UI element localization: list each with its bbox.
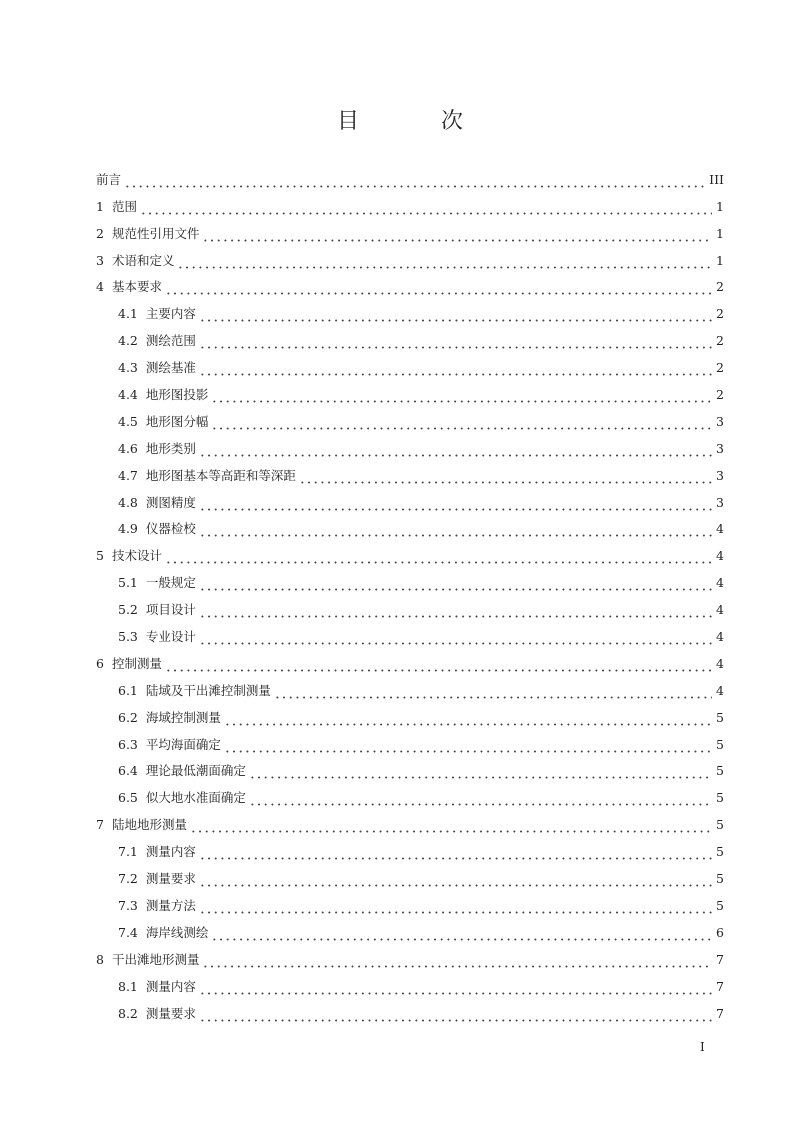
toc-entry-label: 陆地地形测量 <box>111 817 187 833</box>
toc-entry-page: 3 <box>716 440 724 456</box>
dot-leader <box>199 981 712 995</box>
dot-leader <box>202 228 712 242</box>
toc-entry-page: 1 <box>716 225 724 241</box>
toc-entry-number: 4.7 <box>118 467 138 483</box>
toc-entry[interactable] <box>96 433 724 460</box>
toc-entry-title <box>118 330 196 352</box>
toc-entry-number: 5 <box>96 548 104 564</box>
dot-leader <box>211 927 712 941</box>
toc-entry-number: 4.2 <box>118 333 138 349</box>
toc-entry-label: 规范性引用文件 <box>111 225 200 241</box>
toc-entry[interactable] <box>96 191 724 218</box>
toc-entry-title <box>96 545 162 567</box>
toc-entry-label: 基本要求 <box>111 279 162 295</box>
toc-entry-number: 7.3 <box>118 897 138 913</box>
toc-entry-number: 4 <box>96 279 104 295</box>
toc-entry-label: 术语和定义 <box>111 252 175 268</box>
toc-entry[interactable] <box>96 218 724 245</box>
toc-entry-title <box>96 196 137 218</box>
toc-entry-number: 6.4 <box>118 763 138 779</box>
toc-entry[interactable] <box>96 621 724 648</box>
dot-leader <box>199 873 712 887</box>
toc-entry[interactable] <box>96 406 724 433</box>
dot-leader <box>199 523 712 537</box>
toc-entry-title <box>118 707 221 729</box>
dot-leader <box>199 335 712 349</box>
toc-entry-page: 4 <box>716 521 724 537</box>
toc-entry[interactable] <box>96 675 724 702</box>
dot-leader <box>199 1008 712 1022</box>
toc-entry-label: 范围 <box>111 198 137 214</box>
toc-entry-title <box>118 976 196 998</box>
toc-entry-number: 3 <box>96 252 104 268</box>
toc-entry-label: 技术设计 <box>111 548 162 564</box>
toc-entry-number: 7.2 <box>118 871 138 887</box>
toc-entry[interactable] <box>96 971 724 998</box>
toc-entry-label: 主要内容 <box>145 306 196 322</box>
toc-entry-label: 测绘范围 <box>145 333 196 349</box>
dot-leader <box>199 604 712 618</box>
toc-entry-page: 7 <box>716 1005 724 1021</box>
toc-entry[interactable] <box>96 567 724 594</box>
toc-entry[interactable] <box>96 272 724 299</box>
toc-entry-page: 4 <box>716 682 724 698</box>
toc-entry[interactable] <box>96 594 724 621</box>
page-number: I <box>700 1040 705 1054</box>
toc-entry-page: 1 <box>716 252 724 268</box>
toc-entry-number: 4.1 <box>118 306 138 322</box>
toc-entry-title <box>118 680 271 702</box>
toc-entry[interactable] <box>96 998 724 1025</box>
toc-entry-page: 5 <box>716 871 724 887</box>
toc-entry[interactable] <box>96 756 724 783</box>
dot-leader <box>199 900 712 914</box>
toc-entry-page: 3 <box>716 467 724 483</box>
dot-leader <box>211 416 712 430</box>
toc-entry-page: 2 <box>716 306 724 322</box>
toc-entry-title <box>96 169 121 191</box>
toc-entry[interactable] <box>96 809 724 836</box>
toc-entry-label: 前言 <box>96 171 122 187</box>
toc-entry-number: 5.3 <box>118 629 138 645</box>
dot-leader <box>249 792 712 806</box>
toc-entry-number: 4.6 <box>118 440 138 456</box>
toc-entry-page: 4 <box>716 655 724 671</box>
toc-entry-page: 1 <box>716 198 724 214</box>
toc-entry-title <box>118 841 196 863</box>
toc-entry-number: 8.1 <box>118 978 138 994</box>
toc-entry-page: 5 <box>716 763 724 779</box>
toc-entry-page: 3 <box>716 494 724 510</box>
dot-leader <box>165 658 712 672</box>
toc-entry-label: 地形类别 <box>145 440 196 456</box>
dot-leader <box>249 765 712 779</box>
dot-leader <box>199 631 712 645</box>
toc-entry-title <box>118 518 196 540</box>
toc-entry-label: 陆域及干出滩控制测量 <box>145 682 271 698</box>
dot-leader <box>199 308 712 322</box>
dot-leader <box>199 362 712 376</box>
toc-entry-title <box>118 626 196 648</box>
dot-leader <box>211 389 712 403</box>
toc-entry-page: 3 <box>716 413 724 429</box>
toc-entry-label: 项目设计 <box>145 602 196 618</box>
dot-leader <box>199 497 712 511</box>
dot-leader <box>299 470 712 484</box>
dot-leader <box>199 846 712 860</box>
dot-leader <box>177 255 712 269</box>
dot-leader <box>124 174 705 188</box>
toc-entry-page: 2 <box>716 333 724 349</box>
toc-entry-title <box>118 895 196 917</box>
toc-entry-label: 海岸线测绘 <box>145 924 209 940</box>
toc-entry[interactable] <box>96 298 724 325</box>
toc-entry-page: 4 <box>716 629 724 645</box>
toc-entry-title <box>96 276 162 298</box>
toc-entry-title <box>118 303 196 325</box>
toc-entry-label: 干出滩地形测量 <box>111 951 200 967</box>
toc-entry-title <box>118 787 246 809</box>
toc-entry-label: 地形图分幅 <box>145 413 209 429</box>
toc-entry-page: 2 <box>716 360 724 376</box>
toc-entry-title <box>118 438 196 460</box>
dot-leader <box>224 739 712 753</box>
toc-entry-label: 仪器检校 <box>145 521 196 537</box>
toc-entry-number: 6.2 <box>118 709 138 725</box>
toc-entry-page: 4 <box>716 575 724 591</box>
toc-entry-number: 4.4 <box>118 387 138 403</box>
toc-entry-title <box>118 572 196 594</box>
toc-entry-label: 测量要求 <box>145 1005 196 1021</box>
toc-entry-label: 理论最低潮面确定 <box>145 763 246 779</box>
toc-entry-page: 5 <box>716 709 724 725</box>
dot-leader <box>140 201 712 215</box>
toc-entry[interactable] <box>96 164 724 191</box>
dot-leader <box>199 443 712 457</box>
toc-entry-page: 5 <box>716 844 724 860</box>
toc-entry-page: 7 <box>716 978 724 994</box>
dot-leader <box>165 550 712 564</box>
toc-entry-page: 4 <box>716 602 724 618</box>
toc-entry-title <box>96 250 174 272</box>
table-of-contents <box>96 164 724 1025</box>
toc-entry[interactable] <box>96 460 724 487</box>
toc-entry-number: 5.1 <box>118 575 138 591</box>
toc-entry-title <box>118 1003 196 1025</box>
toc-entry[interactable] <box>96 352 724 379</box>
toc-entry-page: 2 <box>716 387 724 403</box>
toc-entry-page: 5 <box>716 897 724 913</box>
toc-entry-title <box>118 868 196 890</box>
toc-entry-number: 6.1 <box>118 682 138 698</box>
dot-leader <box>224 712 712 726</box>
toc-entry-page: 5 <box>716 817 724 833</box>
toc-entry-label: 一般规定 <box>145 575 196 591</box>
toc-entry-title <box>118 599 196 621</box>
dot-leader <box>202 954 712 968</box>
dot-leader <box>199 577 712 591</box>
page-title: 目 次 <box>336 109 493 134</box>
toc-entry-number: 1 <box>96 198 104 214</box>
toc-entry-label: 测量内容 <box>145 844 196 860</box>
toc-entry[interactable] <box>96 648 724 675</box>
toc-entry[interactable] <box>96 487 724 514</box>
toc-entry-title <box>118 411 208 433</box>
toc-entry-number: 7.1 <box>118 844 138 860</box>
toc-entry[interactable] <box>96 890 724 917</box>
toc-entry[interactable] <box>96 782 724 809</box>
toc-entry-page: 5 <box>716 736 724 752</box>
toc-entry[interactable] <box>96 863 724 890</box>
toc-entry-title <box>118 357 196 379</box>
toc-entry-page: III <box>709 171 724 187</box>
toc-entry-label: 专业设计 <box>145 629 196 645</box>
toc-entry-title <box>96 814 187 836</box>
toc-entry[interactable] <box>96 325 724 352</box>
toc-entry[interactable] <box>96 729 724 756</box>
toc-entry-label: 地形图基本等高距和等深距 <box>145 467 296 483</box>
toc-entry-label: 测绘基准 <box>145 360 196 376</box>
toc-entry-page: 7 <box>716 951 724 967</box>
toc-entry-label: 测图精度 <box>145 494 196 510</box>
toc-entry[interactable] <box>96 379 724 406</box>
toc-entry-number: 2 <box>96 225 104 241</box>
toc-entry-title <box>118 922 208 944</box>
toc-entry[interactable] <box>96 917 724 944</box>
toc-entry-title <box>118 734 221 756</box>
toc-entry[interactable] <box>96 540 724 567</box>
dot-leader <box>165 281 712 295</box>
toc-entry-label: 海域控制测量 <box>145 709 221 725</box>
toc-entry[interactable] <box>96 944 724 971</box>
toc-entry-number: 7 <box>96 817 104 833</box>
toc-entry-label: 测量方法 <box>145 897 196 913</box>
toc-entry[interactable] <box>96 245 724 272</box>
toc-entry-page: 2 <box>716 279 724 295</box>
toc-entry-title <box>118 384 208 406</box>
toc-entry-page: 4 <box>716 548 724 564</box>
toc-entry-label: 控制测量 <box>111 655 162 671</box>
toc-entry-number: 4.8 <box>118 494 138 510</box>
toc-entry-label: 似大地水准面确定 <box>145 790 246 806</box>
toc-entry-label: 测量要求 <box>145 871 196 887</box>
toc-entry-page: 6 <box>716 924 724 940</box>
toc-entry-number: 5.2 <box>118 602 138 618</box>
toc-entry-number: 6.5 <box>118 790 138 806</box>
toc-entry-page: 5 <box>716 790 724 806</box>
toc-entry[interactable] <box>96 702 724 729</box>
toc-entry-number: 8.2 <box>118 1005 138 1021</box>
toc-entry-label: 平均海面确定 <box>145 736 221 752</box>
toc-entry-number: 7.4 <box>118 924 138 940</box>
toc-entry-title <box>118 465 296 487</box>
toc-entry-number: 4.5 <box>118 413 138 429</box>
toc-entry-number: 4.3 <box>118 360 138 376</box>
toc-entry-number: 4.9 <box>118 521 138 537</box>
toc-entry[interactable] <box>96 514 724 541</box>
toc-entry-title <box>96 223 199 245</box>
toc-entry-number: 8 <box>96 951 104 967</box>
toc-entry-number: 6 <box>96 655 104 671</box>
dot-leader <box>274 685 712 699</box>
toc-entry-label: 测量内容 <box>145 978 196 994</box>
toc-entry-number: 6.3 <box>118 736 138 752</box>
toc-entry-title <box>96 949 199 971</box>
toc-entry-title <box>118 492 196 514</box>
dot-leader <box>190 819 712 833</box>
toc-entry[interactable] <box>96 836 724 863</box>
toc-entry-title <box>96 653 162 675</box>
toc-entry-title <box>118 760 246 782</box>
toc-entry-label: 地形图投影 <box>145 387 209 403</box>
